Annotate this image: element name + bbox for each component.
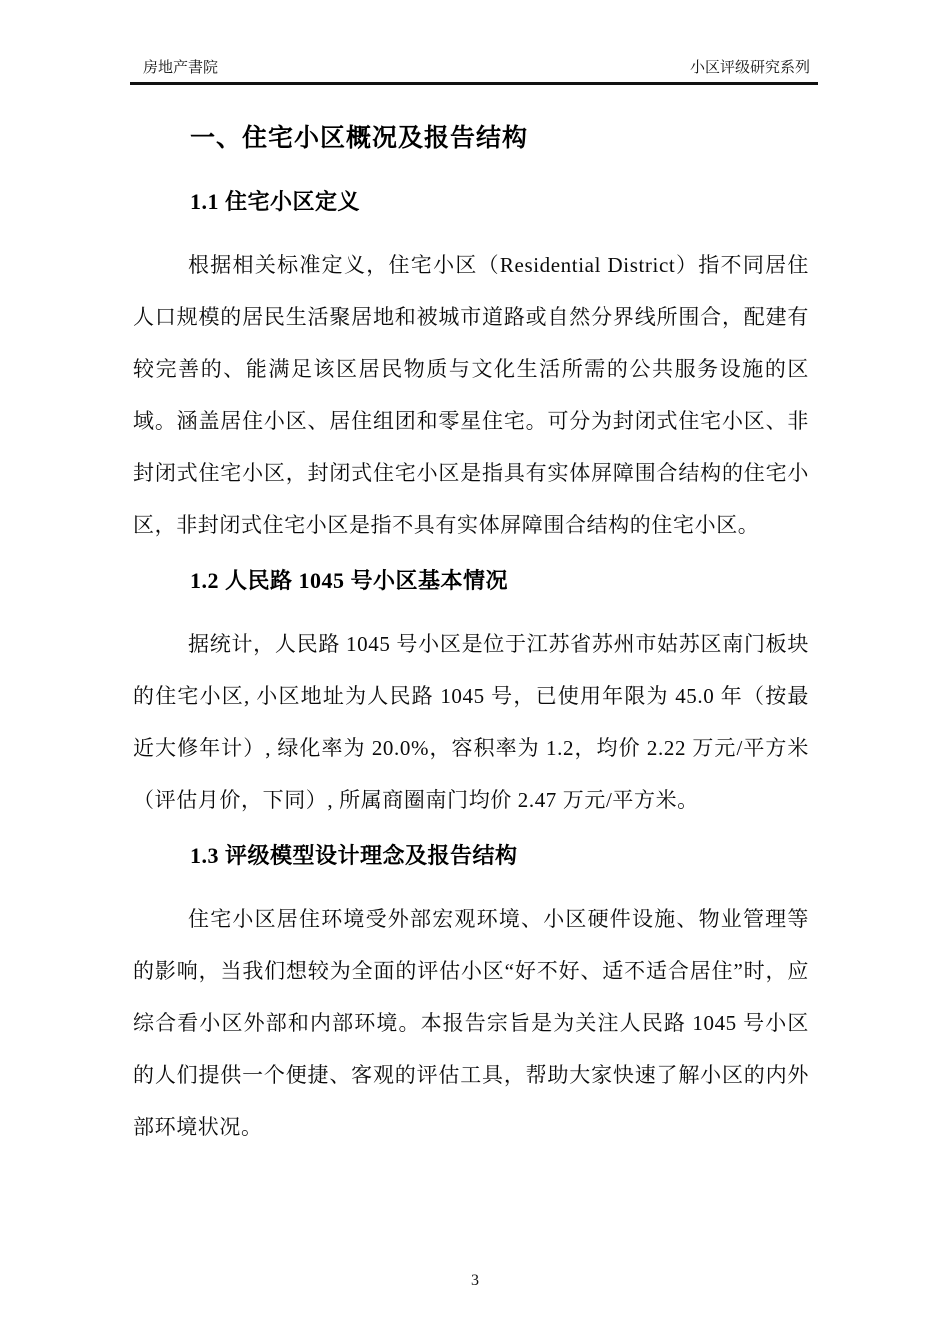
section-paragraph-1-3: 住宅小区居住环境受外部宏观环境、小区硬件设施、物业管理等的影响，当我们想较为全面的评估小区“好不好、适不适合居住”时，应综合看小区外部和内部环境。本报告宗旨是为关注人民路 1045 号小区的人们提供一个便捷、客观的评估工具，帮助大家快速了解小区的内外部环境状况。 (133, 907, 809, 1139)
section-paragraph-1-1: 根据相关标准定义，住宅小区（Residential District）指不同居住人口规模的居民生活聚居地和被城市道路或自然分界线所围合，配建有较完善的、能满足该区居民物质与文化生活所需的公共服务设施的区域。涵盖居住小区、居住组团和零星住宅。可分为封闭式住宅小区、非封闭式住宅小区，封闭式住宅小区是指具有实体屏障围合结构的住宅小区，非封闭式住宅小区是指不具有实体屏障围合结构的住宅小区。 (133, 253, 809, 537)
section-heading-1-1: 1.1 住宅小区定义 (190, 189, 361, 214)
page-number: 3 (471, 1272, 479, 1289)
chapter-title: 一、住宅小区概况及报告结构 (190, 125, 529, 152)
page-footer (0, 1272, 950, 1290)
section-heading-1-3: 1.3 评级模型设计理念及报告结构 (190, 843, 518, 868)
section-heading-1-2: 1.2 人民路 1045 号小区基本情况 (190, 568, 509, 593)
header-left-text: 房地产書院 (143, 59, 219, 76)
header-right-text: 小区评级研究系列 (689, 59, 810, 76)
section-paragraph-1-2: 据统计，人民路 1045 号小区是位于江苏省苏州市姑苏区南门板块的住宅小区, 小区地址为人民路 1045 号，已使用年限为 45.0 年（按最近大修年计）, 绿化率为 20.0%，容积率为 1.2，均价 2.22 万元/平方米（评估月价，下同）, 所属商圈南门均价 2.47 万元/平方米。 (133, 632, 809, 812)
document-body (133, 88, 809, 1153)
page-header (130, 0, 818, 85)
